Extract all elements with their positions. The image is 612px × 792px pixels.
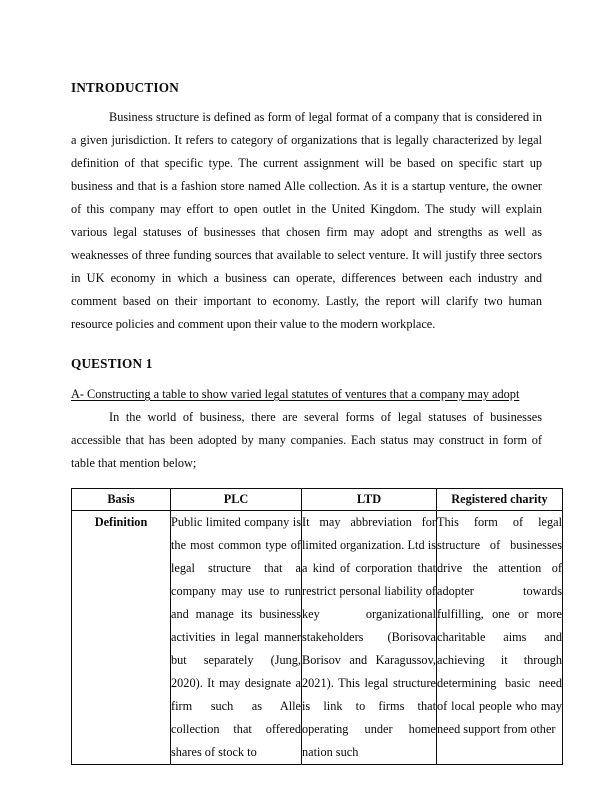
table-header-registered-charity: Registered charity: [437, 489, 563, 511]
table-row: [72, 511, 563, 765]
table-cell-plc-definition: Public limited company is the most common type of legal structure that a company may use to run and manage its business activities in legal manner but separately (Jung, 2020). It may designate a firm such as Alle collection that offered shares of stock to: [171, 511, 302, 765]
legal-statuses-table: [71, 488, 563, 765]
table-header-plc: PLC: [171, 489, 302, 511]
question1-heading: QUESTION 1: [71, 356, 153, 371]
introduction-heading: INTRODUCTION: [71, 80, 179, 95]
table-header-row: [72, 489, 563, 511]
table-cell-ltd-definition: It may abbreviation for limited organization. Ltd is a kind of corporation that restrict personal liability of key organizational stakeholders (Borisova Borisov and Karagussov, 2021). This legal structure is link to firms that operating under home nation such: [302, 511, 437, 765]
question1-paragraph: In the world of business, there are several forms of legal statuses of businesses accessible that has been adopted by many companies. Each status may construct in form of table that mention below;: [71, 410, 542, 470]
table-cell-basis-definition: Definition: [72, 511, 171, 765]
page-content: [71, 80, 562, 765]
table-header-basis: Basis: [72, 489, 171, 511]
question1-subheading: A- Constructing a table to show varied legal statutes of ventures that a company may adopt: [71, 387, 520, 401]
table-header-ltd: LTD: [302, 489, 437, 511]
table-cell-charity-definition: This form of legal structure of businesses drive the attention of adopter towards fulfilling, one or more charitable aims and achieving it through determining basic need of local people who may need support from other: [437, 511, 563, 765]
introduction-paragraph: Business structure is defined as form of legal format of a company that is considered in a given jurisdiction. It refers to category of organizations that is legally characterized by legal definition of that specific type. The current assignment will be based on specific start up business and that is a fashion store named Alle collection. As it is a startup venture, the owner of this company may effort to open outlet in the United Kingdom. The study will explain various legal statuses of businesses that chosen firm may adopt and strengths as well as weaknesses of three funding sources that available to select venture. It will justify three sectors in UK economy in which a business can operate, differences between each industry and comment based on their important to economy. Lastly, the report will clarify two human resource policies and comment upon their value to the modern workplace.: [71, 110, 542, 331]
